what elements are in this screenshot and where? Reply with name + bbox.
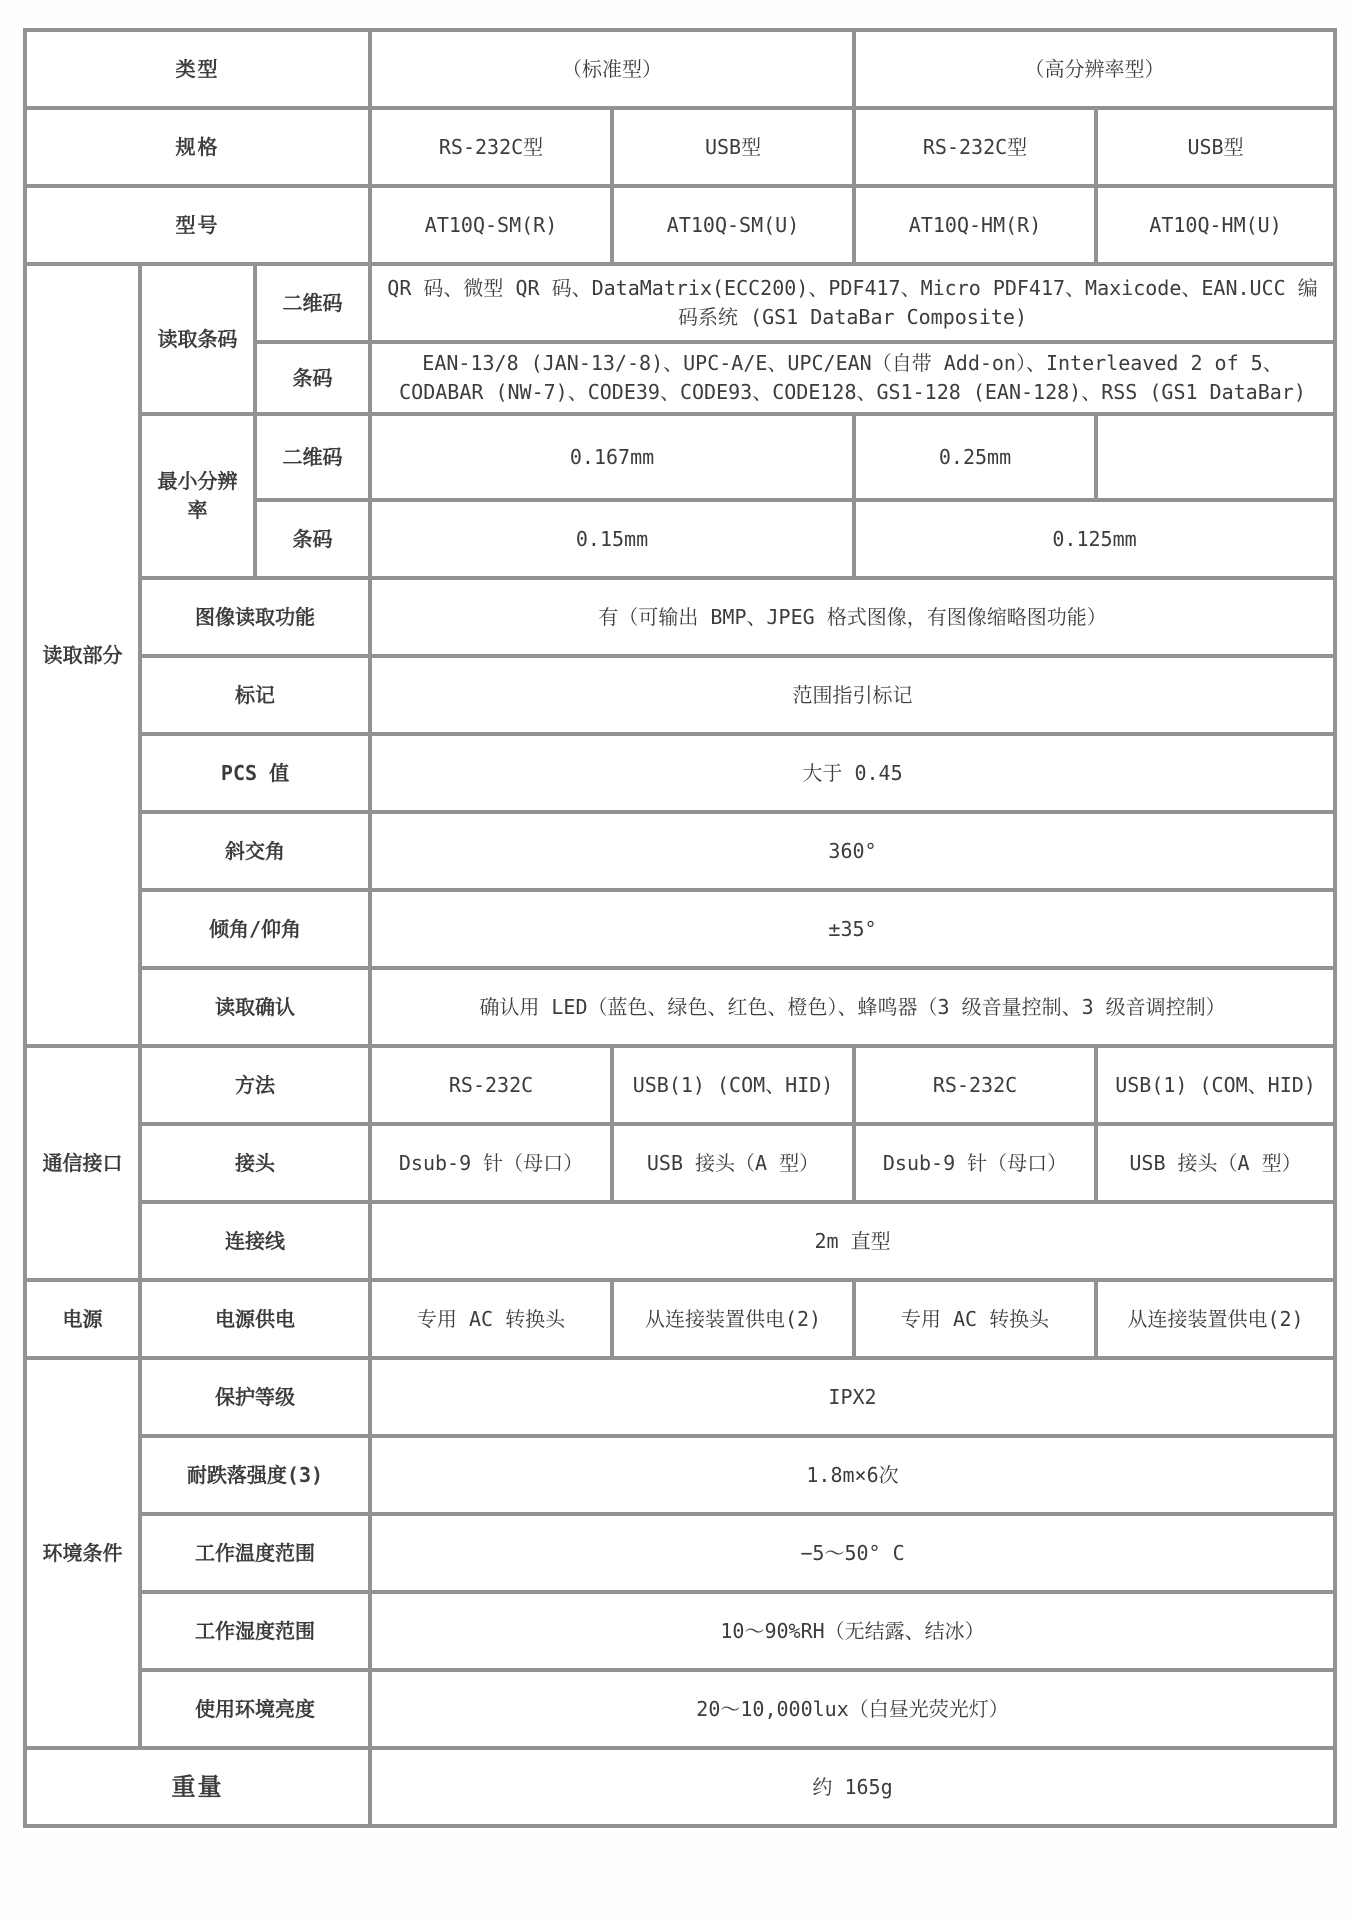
skew-angle-label-cell: 斜交角 — [140, 812, 370, 890]
comm-connector-cell-4: USB 接头（A 型） — [1096, 1124, 1335, 1202]
comm-method-cell-2: USB(1) (COM、HID) — [612, 1046, 854, 1124]
minres-qr-highres-usb-empty-cell — [1096, 414, 1335, 500]
spec-row-label: 规格 — [25, 108, 370, 186]
comm-method-cell-1: RS-232C — [370, 1046, 612, 1124]
model-cell-1: AT10Q-SM(R) — [370, 186, 612, 264]
spec-table — [23, 28, 1337, 1828]
marker-row — [25, 656, 1335, 734]
tilt-angle-value-cell: ±35° — [370, 890, 1335, 968]
read-qr-label-cell: 二维码 — [255, 264, 370, 342]
read-qr-row — [25, 264, 1335, 342]
power-supply-cell-2: 从连接装置供电(2) — [612, 1280, 854, 1358]
env-protection-row — [25, 1358, 1335, 1436]
power-supply-label-cell: 电源供电 — [140, 1280, 370, 1358]
env-protection-value-cell: IPX2 — [370, 1358, 1335, 1436]
comm-method-cell-3: RS-232C — [854, 1046, 1096, 1124]
comm-cable-row — [25, 1202, 1335, 1280]
comm-method-label-cell: 方法 — [140, 1046, 370, 1124]
model-cell-2: AT10Q-SM(U) — [612, 186, 854, 264]
barcode-types-label-cell: 读取条码 — [140, 264, 255, 414]
power-supply-cell-4: 从连接装置供电(2) — [1096, 1280, 1335, 1358]
comm-connector-cell-2: USB 接头（A 型） — [612, 1124, 854, 1202]
type-standard-cell: （标准型） — [370, 30, 854, 108]
marker-label-cell: 标记 — [140, 656, 370, 734]
type-row-label: 类型 — [25, 30, 370, 108]
comm-method-row — [25, 1046, 1335, 1124]
confirmation-row — [25, 968, 1335, 1046]
model-cell-3: AT10Q-HM(R) — [854, 186, 1096, 264]
env-humidity-value-cell: 10～90%RH（无结露、结冰） — [370, 1592, 1335, 1670]
comm-cable-label-cell: 连接线 — [140, 1202, 370, 1280]
comm-connector-label-cell: 接头 — [140, 1124, 370, 1202]
min-resolution-label-cell: 最小分辨率 — [140, 414, 255, 578]
minres-qr-highres-rs232-cell: 0.25mm — [854, 414, 1096, 500]
type-row — [25, 30, 1335, 108]
weight-row — [25, 1748, 1335, 1826]
env-illumination-row — [25, 1670, 1335, 1748]
env-drop-value-cell: 1.8m×6次 — [370, 1436, 1335, 1514]
image-function-row — [25, 578, 1335, 656]
minres-bar-highres-cell: 0.125mm — [854, 500, 1335, 578]
minres-qr-label-cell: 二维码 — [255, 414, 370, 500]
marker-value-cell: 范围指引标记 — [370, 656, 1335, 734]
confirmation-label-cell: 读取确认 — [140, 968, 370, 1046]
minres-bar-standard-cell: 0.15mm — [370, 500, 854, 578]
spec-row — [25, 108, 1335, 186]
env-drop-label-cell: 耐跌落强度(3) — [140, 1436, 370, 1514]
comm-connector-row — [25, 1124, 1335, 1202]
comm-connector-cell-3: Dsub-9 针（母口） — [854, 1124, 1096, 1202]
type-high-res-cell: （高分辨率型） — [854, 30, 1335, 108]
read-qr-value-cell: QR 码、微型 QR 码、DataMatrix(ECC200)、PDF417、Micro PDF417、Maxicode、EAN.UCC 编码系统 (GS1 DataBar Composite) — [370, 264, 1335, 342]
model-row-label: 型号 — [25, 186, 370, 264]
power-supply-cell-1: 专用 AC 转换头 — [370, 1280, 612, 1358]
tilt-angle-label-cell: 倾角/仰角 — [140, 890, 370, 968]
env-temperature-value-cell: −5～50° C — [370, 1514, 1335, 1592]
minres-bar-label-cell: 条码 — [255, 500, 370, 578]
env-drop-row — [25, 1436, 1335, 1514]
comm-connector-cell-1: Dsub-9 针（母口） — [370, 1124, 612, 1202]
comm-method-cell-4: USB(1) (COM、HID) — [1096, 1046, 1335, 1124]
model-row — [25, 186, 1335, 264]
reading-group-cell: 读取部分 — [25, 264, 140, 1046]
env-temperature-label-cell: 工作温度范围 — [140, 1514, 370, 1592]
spec-cell-2: USB型 — [612, 108, 854, 186]
read-bar-value-cell: EAN-13/8 (JAN-13/-8)、UPC-A/E、UPC/EAN（自带 Add-on）、Interleaved 2 of 5、 CODABAR (NW-7)、CODE39、CODE93、CODE128、GS1-128 (EAN-128)、RSS (GS1 DataBar) — [370, 342, 1335, 414]
weight-value-cell: 约 165g — [370, 1748, 1335, 1826]
env-humidity-row — [25, 1592, 1335, 1670]
image-function-label-cell: 图像读取功能 — [140, 578, 370, 656]
read-bar-label-cell: 条码 — [255, 342, 370, 414]
pcs-label-cell: PCS 值 — [140, 734, 370, 812]
minres-qr-row — [25, 414, 1335, 500]
power-group-cell: 电源 — [25, 1280, 140, 1358]
comm-cable-value-cell: 2m 直型 — [370, 1202, 1335, 1280]
pcs-row — [25, 734, 1335, 812]
power-supply-row — [25, 1280, 1335, 1358]
skew-angle-value-cell: 360° — [370, 812, 1335, 890]
power-supply-cell-3: 专用 AC 转换头 — [854, 1280, 1096, 1358]
env-humidity-label-cell: 工作湿度范围 — [140, 1592, 370, 1670]
env-illumination-label-cell: 使用环境亮度 — [140, 1670, 370, 1748]
env-protection-label-cell: 保护等级 — [140, 1358, 370, 1436]
env-illumination-value-cell: 20～10,000lux（白昼光荧光灯） — [370, 1670, 1335, 1748]
model-cell-4: AT10Q-HM(U) — [1096, 186, 1335, 264]
confirmation-value-cell: 确认用 LED（蓝色、绿色、红色、橙色）、蜂鸣器（3 级音量控制、3 级音调控制） — [370, 968, 1335, 1046]
minres-qr-standard-cell: 0.167mm — [370, 414, 854, 500]
pcs-value-cell: 大于 0.45 — [370, 734, 1335, 812]
skew-angle-row — [25, 812, 1335, 890]
spec-cell-3: RS-232C型 — [854, 108, 1096, 186]
image-function-value-cell: 有（可输出 BMP、JPEG 格式图像，有图像缩略图功能） — [370, 578, 1335, 656]
communication-group-cell: 通信接口 — [25, 1046, 140, 1280]
env-temperature-row — [25, 1514, 1335, 1592]
spec-cell-1: RS-232C型 — [370, 108, 612, 186]
spec-cell-4: USB型 — [1096, 108, 1335, 186]
environment-group-cell: 环境条件 — [25, 1358, 140, 1748]
tilt-angle-row — [25, 890, 1335, 968]
weight-label-cell: 重量 — [25, 1748, 370, 1826]
